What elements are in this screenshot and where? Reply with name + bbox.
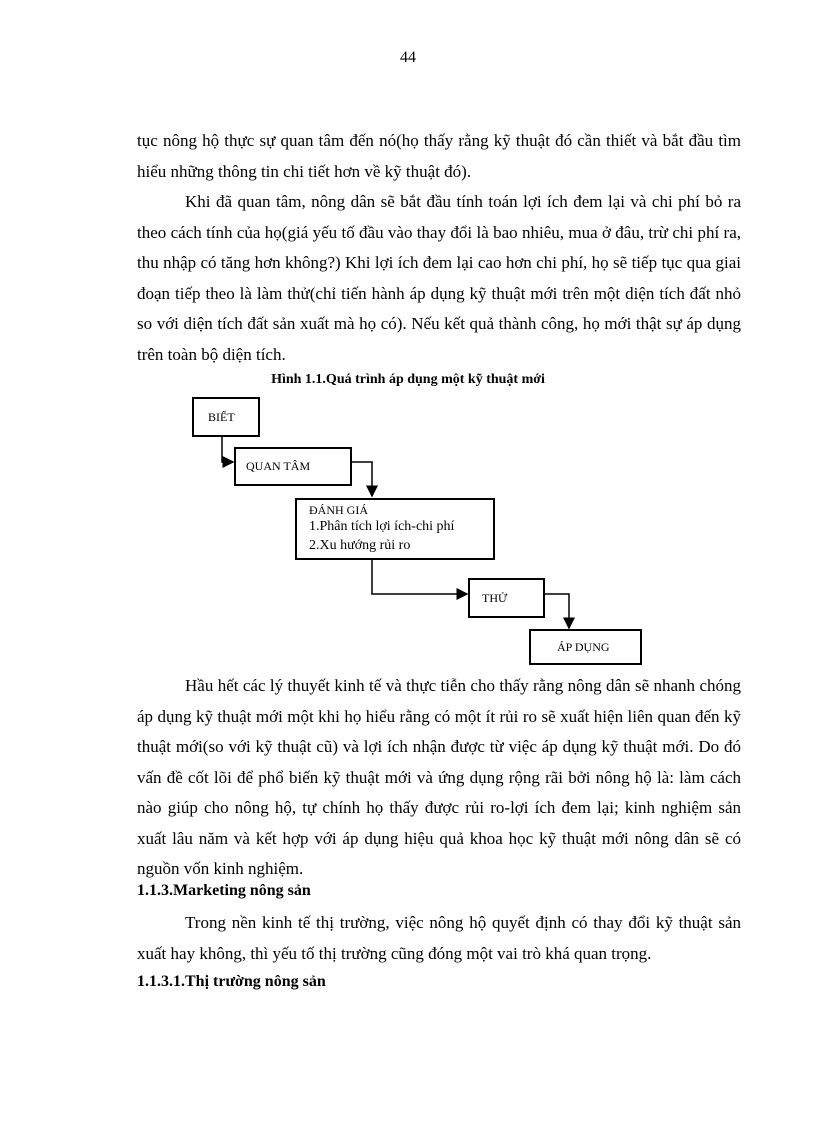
arrow-biet-to-quantam	[222, 437, 233, 462]
step-label-quan-tam: QUAN TÂM	[246, 459, 311, 473]
step-box-quan-tam	[234, 447, 352, 486]
paragraph-1: tục nông hộ thực sự quan tâm đến nó(họ thấy rằng kỹ thuật đó cần thiết và bắt đầu tìm hiểu những thông tin chi tiết hơn về kỹ thuật đó).	[137, 131, 741, 181]
step-label-biet: BIẾT	[208, 410, 235, 424]
step-box-danh-gia	[295, 498, 495, 560]
paragraph-2: Khi đã quan tâm, nông dân sẽ bắt đầu tính toán lợi ích đem lại và chi phí bỏ ra theo cách tính của họ(giá yếu tố đầu vào thay đổi là bao nhiêu, mua ở đâu, trừ chi phí ra, thu nhập có tăng hơn không?) Khi lợi ích đem lại cao hơn chi phí, họ sẽ tiếp tục qua giai đoạn tiếp theo là làm thử(chỉ tiến hành áp dụng kỹ thuật mới trên một diện tích đất nhỏ so với diện tích đất sản xuất mà họ có). Nếu kết quả thành công, họ mới thật sự áp dụng trên toàn bộ diện tích.	[137, 192, 741, 364]
step-label-ap-dung: ÁP DỤNG	[557, 640, 610, 654]
paragraph-4: Trong nền kinh tế thị trường, việc nông hộ quyết định có thay đổi kỹ thuật sản xuất hay không, thì yếu tố thị trường cũng đóng một vai trò khá quan trọng.	[137, 913, 741, 963]
section-heading-marketing: 1.1.3.Marketing nông sản	[137, 882, 311, 899]
section-heading-thi-truong: 1.1.3.1.Thị trường nông sản	[137, 973, 326, 990]
step-label-danh-gia-line2: 2.Xu hướng rủi ro	[309, 538, 411, 553]
page-number: 44	[400, 49, 416, 66]
step-label-danh-gia-line1: 1.Phân tích lợi ích-chi phí	[309, 519, 455, 534]
step-label-danh-gia-title: ĐÁNH GIÁ	[309, 503, 368, 517]
paragraph-3: Hầu hết các lý thuyết kinh tế và thực tiễn cho thấy rằng nông dân sẽ nhanh chóng áp dụng kỹ thuật mới một khi họ hiểu rằng có một ít rủi ro sẽ xuất hiện liên quan đến kỹ thuật mới(so với kỹ thuật cũ) và lợi ích nhận được từ việc áp dụng kỹ thuật mới. Do đó vấn đề cốt lõi để phổ biến kỹ thuật mới và ứng dụng rộng rãi bởi nông hộ là: làm cách nào giúp cho nông hộ, tự chính họ thấy được rủi ro-lợi ích đem lại; kinh nghiệm sản xuất lâu năm và kết hợp với áp dụng hiệu quả khoa học kỹ thuật mới nông dân sẽ có nguồn vốn kinh nghiệm.	[137, 676, 741, 878]
arrow-danhgia-to-thu	[372, 560, 467, 594]
step-box-thu	[468, 578, 545, 618]
figure-caption: Hình 1.1.Quá trình áp dụng một kỹ thuật mới	[271, 372, 545, 387]
step-box-ap-dung	[529, 629, 642, 665]
step-box-biet	[192, 397, 260, 437]
step-label-thu: THỬ	[482, 591, 508, 605]
arrow-quantam-to-danhgia	[352, 462, 372, 496]
arrow-thu-to-apdung	[545, 594, 569, 628]
